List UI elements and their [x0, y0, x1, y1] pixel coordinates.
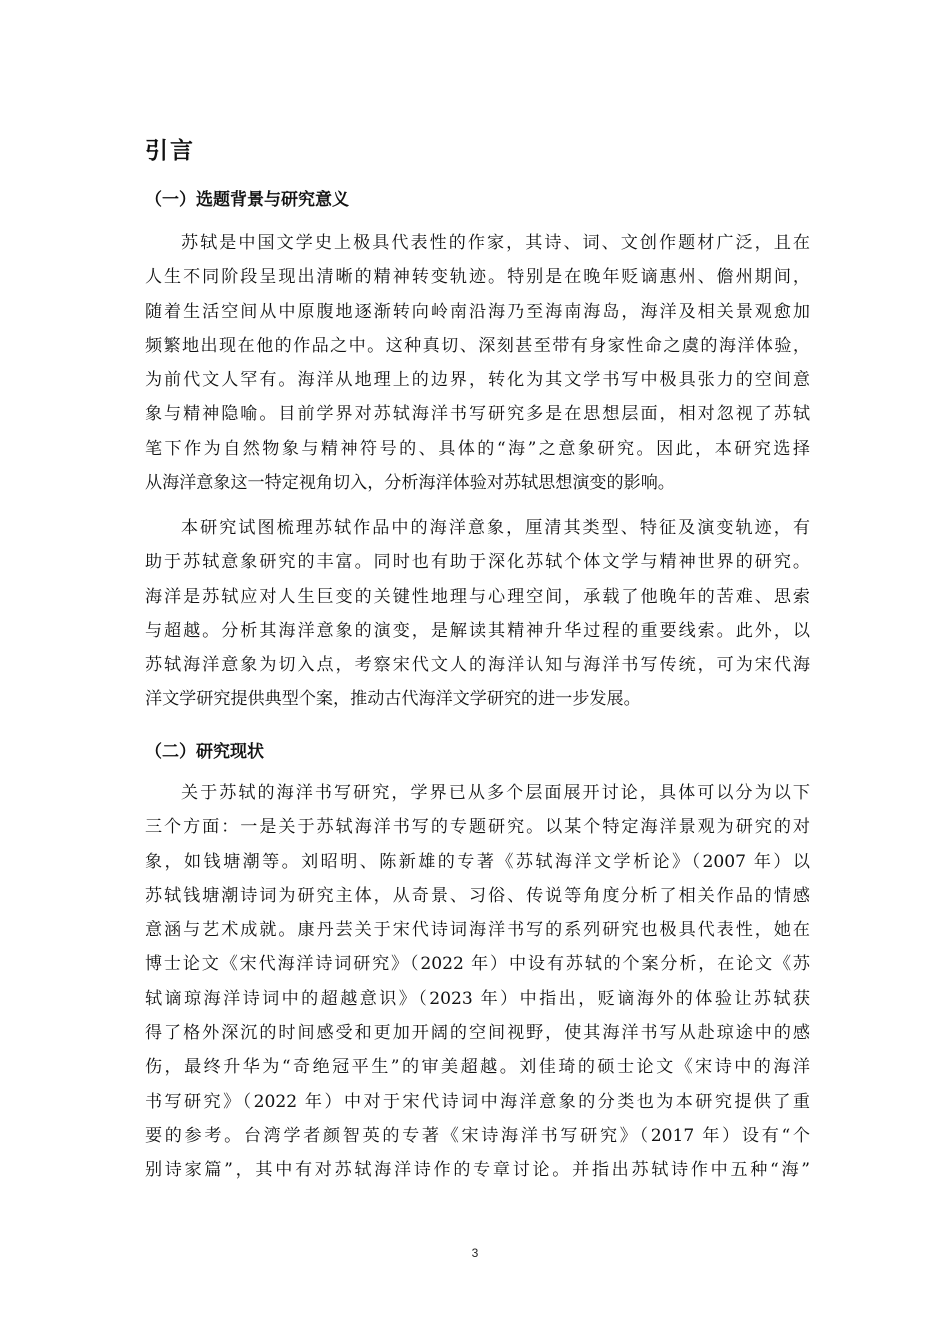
text-line: 洋文学研究提供典型个案，推动古代海洋文学研究的进一步发展。: [145, 689, 641, 710]
page-number: 3: [471, 1246, 479, 1260]
text-line: 苏轼海洋意象为切入点，考察宋代文人的海洋认知与海洋书写传统，可为宋代海: [145, 655, 810, 676]
text-line: 得了格外深沉的时间感受和更加开阔的空间视野，使其海洋书写从赴琼途中的感: [145, 1023, 810, 1044]
text-line: 为前代文人罕有。海洋从地理上的边界，转化为其文学书写中极具张力的空间意: [145, 370, 810, 391]
text-line: 博士论文《宋代海洋诗词研究》（2022 年）中设有苏轼的个案分析，在论文《苏: [145, 954, 810, 975]
text-line: 本研究试图梳理苏轼作品中的海洋意象，厘清其类型、特征及演变轨迹，有: [181, 518, 810, 538]
text-line: 别诗家篇”，其中有对苏轼海洋诗作的专章讨论。并指出苏轼诗作中五种“海”: [145, 1160, 810, 1181]
text-line: 与超越。分析其海洋意象的演变，是解读其精神升华过程的重要线索。此外，以: [145, 620, 810, 641]
text-line: 助于苏轼意象研究的丰富。同时也有助于深化苏轼个体文学与精神世界的研究。: [145, 552, 810, 573]
text-line: 频繁地出现在他的作品之中。这种真切、深刻甚至带有身家性命之虞的海洋体验，: [145, 335, 810, 356]
text-line: 三个方面：一是关于苏轼海洋书写的专题研究。以某个特定海洋景观为研究的对: [145, 817, 810, 838]
paragraph-significance: [145, 511, 810, 717]
text-line: 苏轼钱塘潮诗词为研究主体，从奇景、习俗、传说等角度分析了相关作品的情感: [145, 885, 810, 906]
text-line: 笔下作为自然物象与精神符号的、具体的“海”之意象研究。因此，本研究选择: [145, 438, 810, 459]
paragraph-research-status: [145, 776, 810, 1188]
chapter-heading: 引言: [145, 138, 195, 164]
paragraph-background: [145, 226, 810, 500]
text-line: 苏轼是中国文学史上极具代表性的作家，其诗、词、文创作题材广泛，且在: [181, 233, 810, 253]
text-line: 轼谪琼海洋诗词中的超越意识》（2023 年）中指出，贬谪海外的体验让苏轼获: [145, 988, 810, 1009]
text-line: 意涵与艺术成就。康丹芸关于宋代诗词海洋书写的系列研究也极具代表性，她在: [145, 920, 810, 941]
section-title-research-status: （二）研究现状: [145, 742, 264, 762]
text-line: 书写研究》（2022 年）中对于宋代诗词中海洋意象的分类也为本研究提供了重: [145, 1091, 810, 1112]
text-line: 要的参考。台湾学者颜智英的专著《宋诗海洋书写研究》（2017 年）设有“个: [145, 1125, 810, 1146]
text-line: 象与精神隐喻。目前学界对苏轼海洋书写研究多是在思想层面，相对忽视了苏轼: [145, 404, 810, 425]
text-line: 从海洋意象这一特定视角切入，分析海洋体验对苏轼思想演变的影响。: [145, 473, 675, 494]
text-line: 随着生活空间从中原腹地逐渐转向岭南沿海乃至海南海岛，海洋及相关景观愈加: [145, 301, 810, 322]
text-line: 关于苏轼的海洋书写研究，学界已从多个层面展开讨论，具体可以分为以下: [181, 783, 810, 803]
text-line: 海洋是苏轼应对人生巨变的关键性地理与心理空间，承载了他晚年的苦难、思索: [145, 586, 810, 607]
text-line: 象，如钱塘潮等。刘昭明、陈新雄的专著《苏轼海洋文学析论》（2007 年）以: [145, 851, 810, 872]
text-line: 伤，最终升华为“奇绝冠平生”的审美超越。刘佳琦的硕士论文《宋诗中的海洋: [145, 1057, 810, 1078]
text-line: 人生不同阶段呈现出清晰的精神转变轨迹。特别是在晚年贬谪惠州、儋州期间，: [145, 267, 810, 288]
section-title-background: （一）选题背景与研究意义: [145, 190, 349, 210]
